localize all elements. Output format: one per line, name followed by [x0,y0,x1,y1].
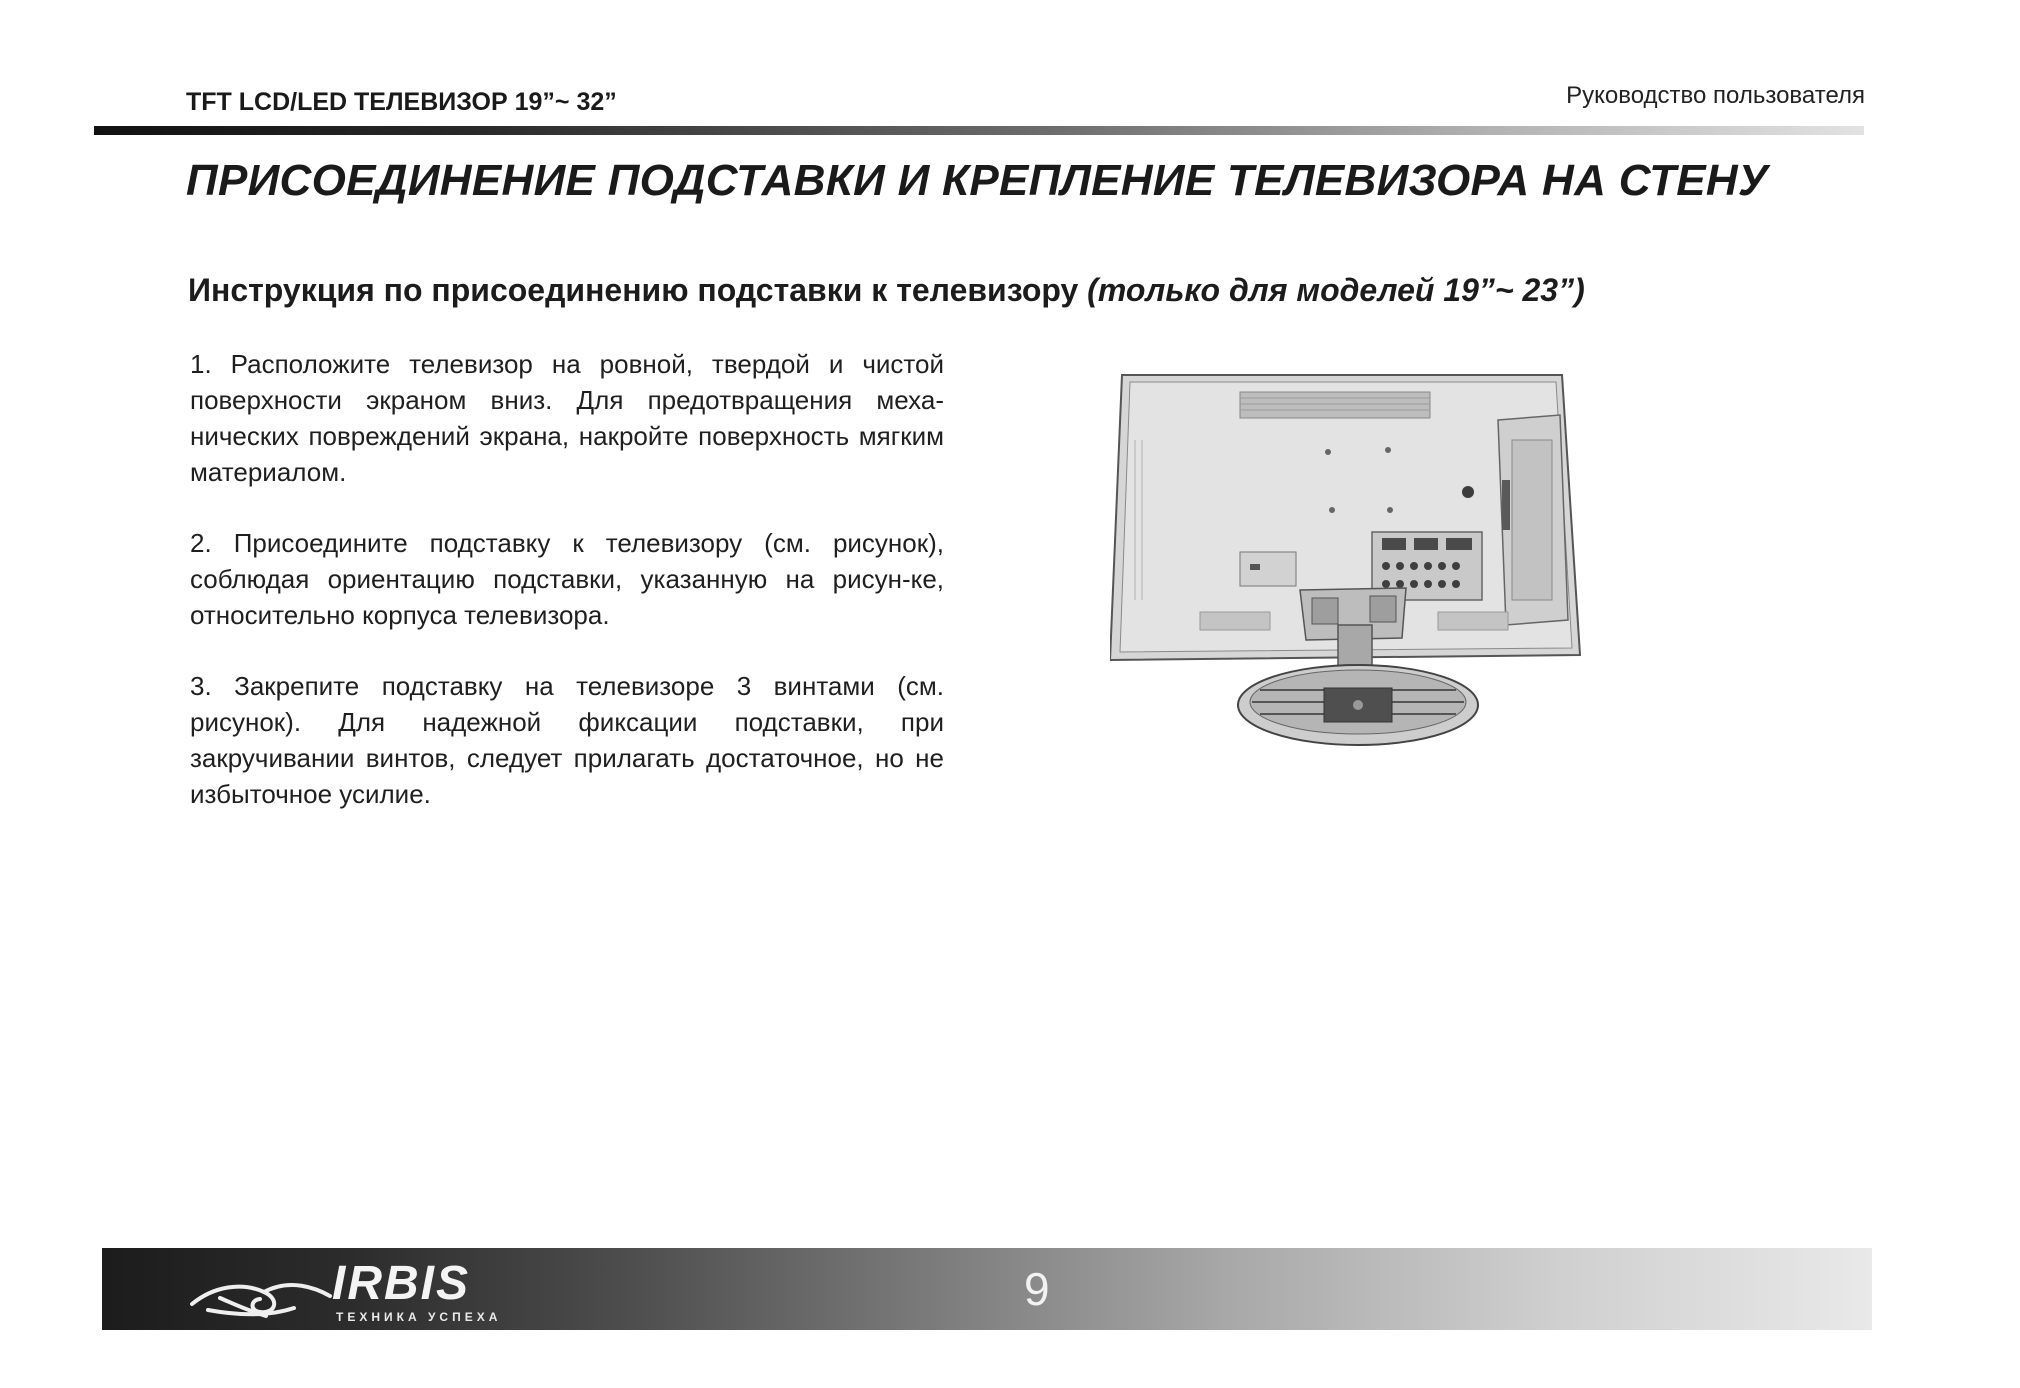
page-number: 9 [1024,1263,1050,1315]
section-title-main: Инструкция по присоединению подставки к телевизору [188,272,1088,308]
brand-name: IRBIS [332,1257,471,1310]
irbis-logo [190,1254,520,1328]
brand-tagline: ТЕХНИКА УСПЕХА [336,1310,502,1324]
header-manual-label: Руководство пользователя [1566,82,1865,109]
page-title: ПРИСОЕДИНЕНИЕ ПОДСТАВКИ И КРЕПЛЕНИЕ ТЕЛЕВИЗОРА НА СТЕНУ [186,156,1769,205]
tv-rear-stand-illustration [1110,370,1610,762]
section-title [188,272,1585,309]
instruction-step-1: 1. Расположите телевизор на ровной, твердой и чистой поверхности экраном вниз. Для предотвращения меха-нических повреждений экрана, накройте поверхность мягким материалом. [190,349,944,487]
instruction-step-2: 2. Присоедините подставку к телевизору (см. рисунок), соблюдая ориентацию подставки, указанную на рисун-ке, относительно корпуса телевизора. [190,528,944,630]
section-title-models: (только для моделей 19”~ 23”) [1087,272,1585,308]
instruction-step-3: 3. Закрепите подставку на телевизоре 3 винтами (см. рисунок). Для надежной фиксации подставки, при закручивании винтов, следует прилагать достаточное, но не избыточное усилие. [190,671,944,809]
footer-band [102,1248,1872,1330]
header-product-title: TFT LCD/LED ТЕЛЕВИЗОР 19”~ 32” [186,88,617,116]
swirl-icon [190,1274,335,1320]
instruction-list [190,346,944,847]
header-divider [94,126,1864,135]
